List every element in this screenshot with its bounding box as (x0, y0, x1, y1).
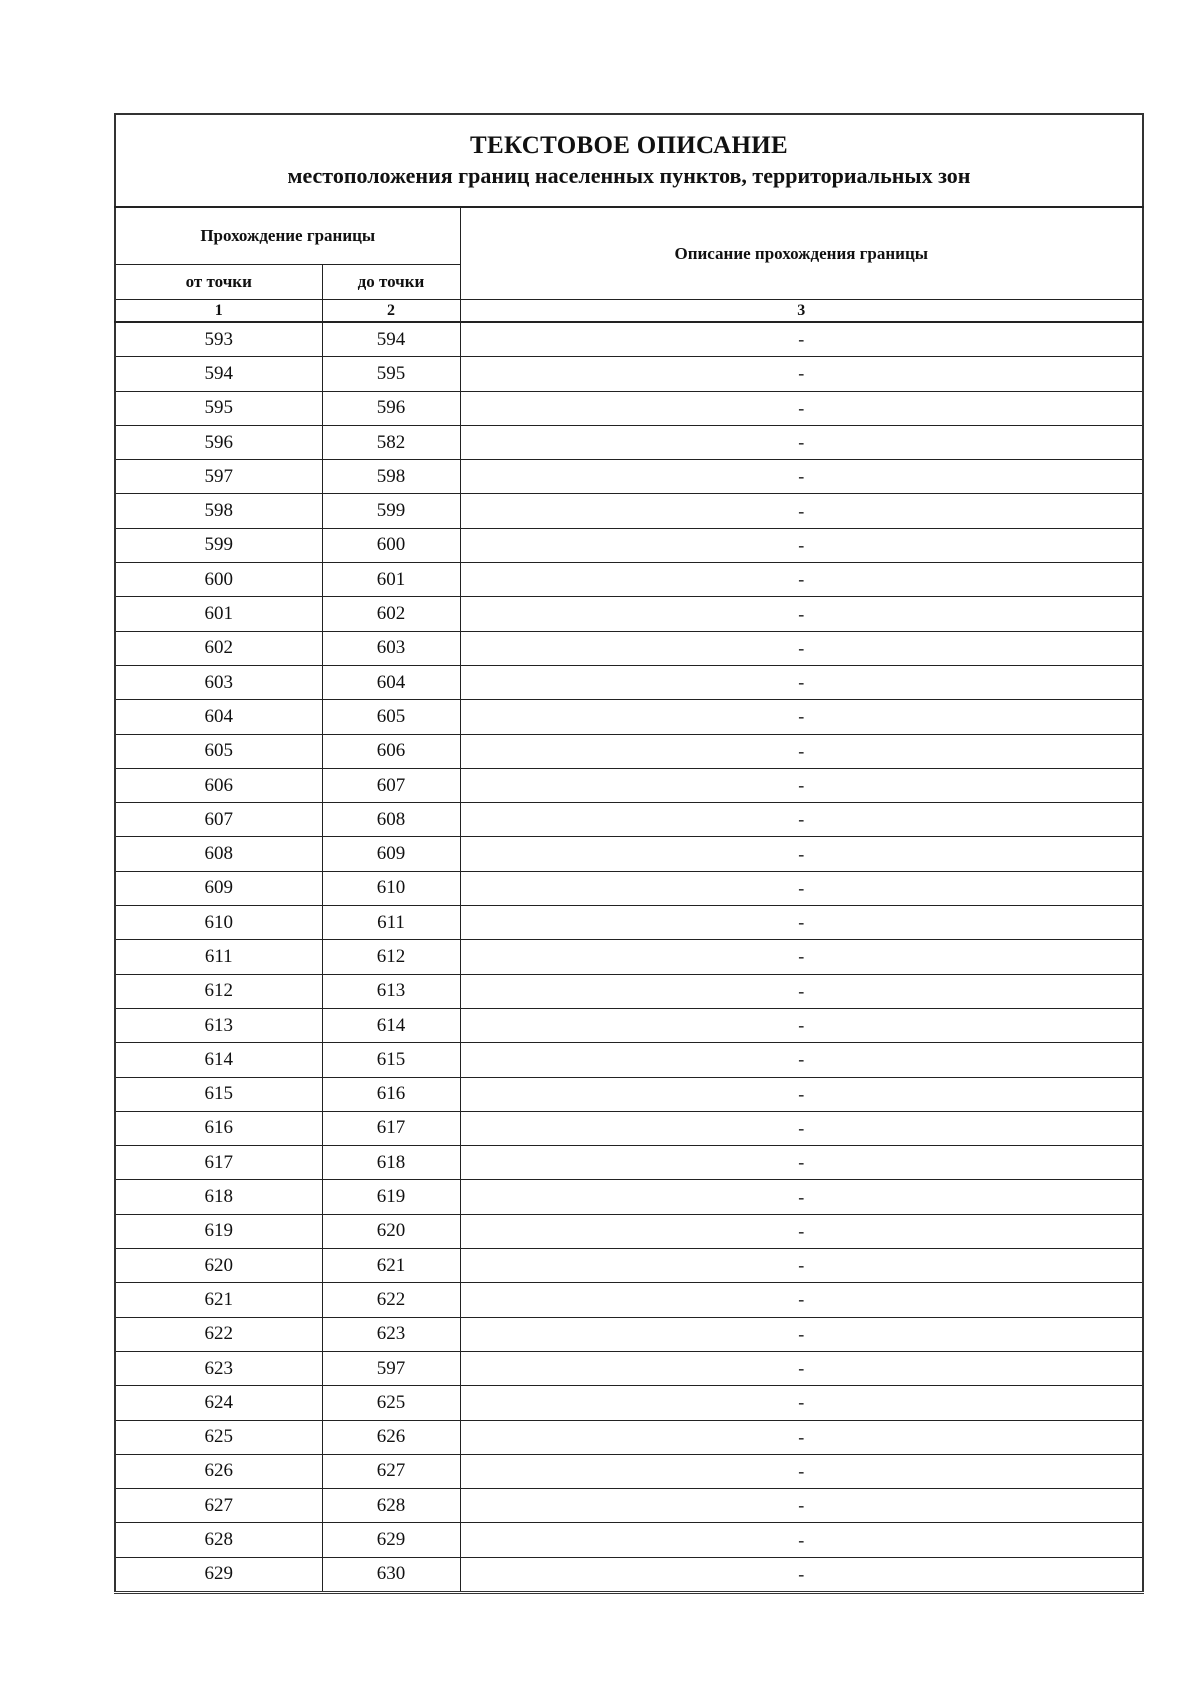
to-point-cell: 609 (322, 837, 460, 871)
table-row (115, 1111, 1143, 1145)
to-point-cell: 611 (322, 906, 460, 940)
table-row (115, 425, 1143, 459)
document-page (114, 113, 1144, 1594)
table-row (115, 494, 1143, 528)
table-row (115, 906, 1143, 940)
table-row (115, 528, 1143, 562)
document-title: ТЕКСТОВОЕ ОПИСАНИЕ (470, 131, 788, 159)
description-cell: - (460, 1317, 1143, 1351)
to-point-cell: 620 (322, 1214, 460, 1248)
description-cell: - (460, 391, 1143, 425)
description-cell: - (460, 1489, 1143, 1523)
table-row (115, 1351, 1143, 1385)
description-cell: - (460, 357, 1143, 391)
description-cell: - (460, 940, 1143, 974)
from-point-cell: 620 (115, 1249, 322, 1283)
from-point-cell: 610 (115, 906, 322, 940)
from-point-cell: 619 (115, 1214, 322, 1248)
description-cell: - (460, 871, 1143, 905)
from-point-cell: 609 (115, 871, 322, 905)
from-point-cell: 616 (115, 1111, 322, 1145)
from-point-cell: 621 (115, 1283, 322, 1317)
to-point-cell: 594 (322, 322, 460, 357)
to-point-cell: 595 (322, 357, 460, 391)
header-boundary-passage: Прохождение границы (115, 207, 460, 265)
table-row (115, 631, 1143, 665)
description-cell: - (460, 1008, 1143, 1042)
from-point-cell: 606 (115, 768, 322, 802)
header-description: Описание прохождения границы (460, 207, 1143, 300)
from-point-cell: 628 (115, 1523, 322, 1557)
description-cell: - (460, 768, 1143, 802)
table-row (115, 1077, 1143, 1111)
to-point-cell: 599 (322, 494, 460, 528)
column-number-3: 3 (460, 300, 1143, 323)
column-number-2: 2 (322, 300, 460, 323)
to-point-cell: 621 (322, 1249, 460, 1283)
description-cell: - (460, 1351, 1143, 1385)
description-cell: - (460, 460, 1143, 494)
description-cell: - (460, 1111, 1143, 1145)
description-cell: - (460, 597, 1143, 631)
to-point-cell: 607 (322, 768, 460, 802)
from-point-cell: 614 (115, 1043, 322, 1077)
to-point-cell: 630 (322, 1557, 460, 1592)
to-point-cell: 603 (322, 631, 460, 665)
table-row (115, 357, 1143, 391)
table-row (115, 734, 1143, 768)
from-point-cell: 624 (115, 1386, 322, 1420)
to-point-cell: 626 (322, 1420, 460, 1454)
to-point-cell: 629 (322, 1523, 460, 1557)
to-point-cell: 628 (322, 1489, 460, 1523)
table-row (115, 1180, 1143, 1214)
table-row (115, 1043, 1143, 1077)
from-point-cell: 608 (115, 837, 322, 871)
from-point-cell: 618 (115, 1180, 322, 1214)
from-point-cell: 602 (115, 631, 322, 665)
table-row (115, 1146, 1143, 1180)
description-cell: - (460, 1180, 1143, 1214)
document-subtitle: местоположения границ населенных пунктов, территориальных зон (287, 162, 971, 188)
header-from-point: от точки (115, 265, 322, 300)
description-cell: - (460, 1386, 1143, 1420)
to-point-cell: 612 (322, 940, 460, 974)
table-row (115, 803, 1143, 837)
to-point-cell: 616 (322, 1077, 460, 1111)
description-cell: - (460, 322, 1143, 357)
from-point-cell: 625 (115, 1420, 322, 1454)
description-cell: - (460, 1249, 1143, 1283)
from-point-cell: 601 (115, 597, 322, 631)
from-point-cell: 617 (115, 1146, 322, 1180)
to-point-cell: 610 (322, 871, 460, 905)
table-row (115, 871, 1143, 905)
table-row (115, 974, 1143, 1008)
description-cell: - (460, 1146, 1143, 1180)
description-cell: - (460, 1523, 1143, 1557)
table-row (115, 1214, 1143, 1248)
to-point-cell: 601 (322, 563, 460, 597)
to-point-cell: 622 (322, 1283, 460, 1317)
from-point-cell: 603 (115, 665, 322, 699)
table-row (115, 322, 1143, 357)
to-point-cell: 604 (322, 665, 460, 699)
header-to-point: до точки (322, 265, 460, 300)
to-point-cell: 623 (322, 1317, 460, 1351)
to-point-cell: 582 (322, 425, 460, 459)
table-row (115, 1489, 1143, 1523)
description-cell: - (460, 1557, 1143, 1592)
to-point-cell: 598 (322, 460, 460, 494)
from-point-cell: 596 (115, 425, 322, 459)
description-cell: - (460, 1283, 1143, 1317)
description-cell: - (460, 528, 1143, 562)
table-row (115, 940, 1143, 974)
description-cell: - (460, 494, 1143, 528)
table-row (115, 1420, 1143, 1454)
from-point-cell: 598 (115, 494, 322, 528)
description-cell: - (460, 563, 1143, 597)
from-point-cell: 612 (115, 974, 322, 1008)
table-row (115, 460, 1143, 494)
to-point-cell: 605 (322, 700, 460, 734)
boundary-description-table (114, 113, 1144, 1594)
to-point-cell: 619 (322, 1180, 460, 1214)
description-cell: - (460, 906, 1143, 940)
table-row (115, 597, 1143, 631)
description-cell: - (460, 700, 1143, 734)
to-point-cell: 613 (322, 974, 460, 1008)
from-point-cell: 627 (115, 1489, 322, 1523)
table-row (115, 1454, 1143, 1488)
description-cell: - (460, 1454, 1143, 1488)
to-point-cell: 597 (322, 1351, 460, 1385)
to-point-cell: 600 (322, 528, 460, 562)
table-row (115, 1557, 1143, 1592)
description-cell: - (460, 665, 1143, 699)
description-cell: - (460, 1077, 1143, 1111)
table-row (115, 391, 1143, 425)
description-cell: - (460, 734, 1143, 768)
to-point-cell: 602 (322, 597, 460, 631)
to-point-cell: 627 (322, 1454, 460, 1488)
table-row (115, 1523, 1143, 1557)
from-point-cell: 597 (115, 460, 322, 494)
table-row (115, 837, 1143, 871)
column-number-1: 1 (115, 300, 322, 323)
to-point-cell: 617 (322, 1111, 460, 1145)
to-point-cell: 618 (322, 1146, 460, 1180)
from-point-cell: 593 (115, 322, 322, 357)
table-row (115, 563, 1143, 597)
from-point-cell: 600 (115, 563, 322, 597)
table-row (115, 1008, 1143, 1042)
from-point-cell: 626 (115, 1454, 322, 1488)
table-body (115, 322, 1143, 1592)
from-point-cell: 595 (115, 391, 322, 425)
table-row (115, 768, 1143, 802)
title-block (115, 114, 1143, 207)
description-cell: - (460, 1043, 1143, 1077)
from-point-cell: 594 (115, 357, 322, 391)
table-row (115, 700, 1143, 734)
to-point-cell: 625 (322, 1386, 460, 1420)
from-point-cell: 604 (115, 700, 322, 734)
from-point-cell: 623 (115, 1351, 322, 1385)
from-point-cell: 607 (115, 803, 322, 837)
description-cell: - (460, 974, 1143, 1008)
from-point-cell: 622 (115, 1317, 322, 1351)
description-cell: - (460, 425, 1143, 459)
to-point-cell: 614 (322, 1008, 460, 1042)
from-point-cell: 599 (115, 528, 322, 562)
to-point-cell: 615 (322, 1043, 460, 1077)
table-row (115, 1317, 1143, 1351)
table-row (115, 665, 1143, 699)
to-point-cell: 606 (322, 734, 460, 768)
description-cell: - (460, 1214, 1143, 1248)
to-point-cell: 608 (322, 803, 460, 837)
from-point-cell: 605 (115, 734, 322, 768)
description-cell: - (460, 837, 1143, 871)
table-row (115, 1386, 1143, 1420)
table-row (115, 1283, 1143, 1317)
description-cell: - (460, 1420, 1143, 1454)
description-cell: - (460, 803, 1143, 837)
from-point-cell: 613 (115, 1008, 322, 1042)
table-row (115, 1249, 1143, 1283)
from-point-cell: 611 (115, 940, 322, 974)
description-cell: - (460, 631, 1143, 665)
from-point-cell: 629 (115, 1557, 322, 1592)
from-point-cell: 615 (115, 1077, 322, 1111)
to-point-cell: 596 (322, 391, 460, 425)
